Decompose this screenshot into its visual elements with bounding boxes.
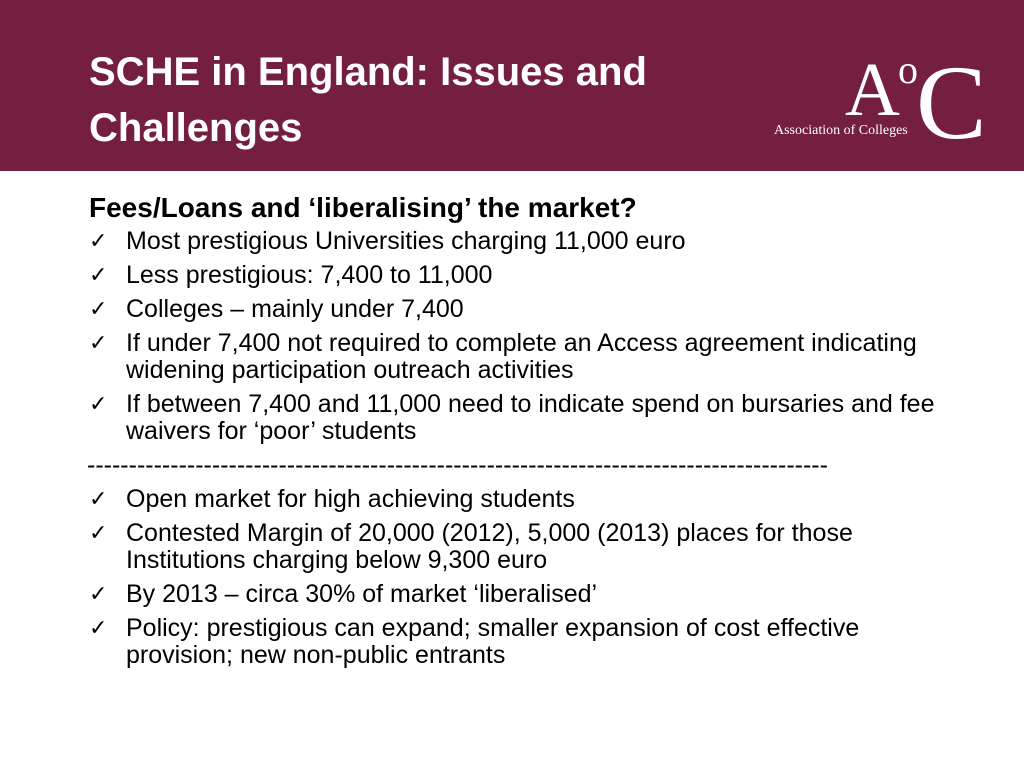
check-icon: ✓ bbox=[89, 487, 108, 512]
check-icon: ✓ bbox=[89, 582, 108, 607]
bullet-item bbox=[89, 615, 959, 669]
logo-letter-o: o bbox=[898, 47, 918, 92]
check-icon: ✓ bbox=[89, 229, 108, 254]
bullet-item bbox=[89, 520, 959, 574]
bullet-text: Open market for high achieving students bbox=[126, 485, 575, 513]
check-icon: ✓ bbox=[89, 297, 108, 322]
aoc-logo-mark bbox=[834, 44, 994, 161]
bullet-item bbox=[89, 391, 959, 445]
bullet-text: If under 7,400 not required to complete an Access agreement indicating widening participation outreach activities bbox=[126, 329, 917, 384]
slide-title: SCHE in England: Issues and Challenges bbox=[89, 50, 647, 150]
logo-letter-a: A bbox=[845, 48, 900, 132]
bullet-text: Less prestigious: 7,400 to 11,000 bbox=[126, 261, 493, 289]
bullet-item bbox=[89, 581, 959, 608]
header-banner bbox=[0, 0, 1024, 171]
check-icon: ✓ bbox=[89, 392, 108, 417]
bullet-item bbox=[89, 228, 959, 255]
bullet-text: Most prestigious Universities charging 11,000 euro bbox=[126, 227, 686, 255]
subheading: Fees/Loans and ‘liberalising’ the market? bbox=[89, 192, 637, 223]
slide-content bbox=[89, 190, 959, 676]
check-icon: ✓ bbox=[89, 331, 108, 356]
check-icon: ✓ bbox=[89, 616, 108, 641]
bullet-list-group-one bbox=[89, 228, 959, 445]
bullet-item bbox=[89, 330, 959, 384]
bullet-text: By 2013 – circa 30% of market ‘liberalised’ bbox=[126, 580, 598, 608]
bullet-item bbox=[89, 486, 959, 513]
check-icon: ✓ bbox=[89, 263, 108, 288]
logo-letter-c: C bbox=[916, 44, 987, 161]
bullet-list-group-two bbox=[89, 486, 959, 669]
bullet-item bbox=[89, 296, 959, 323]
dashed-divider: ----------------------------------------------------------------------------------------- bbox=[87, 452, 828, 479]
bullet-text: Contested Margin of 20,000 (2012), 5,000 (2013) places for those Institutions charging below 9,300 euro bbox=[126, 519, 853, 574]
bullet-text: If between 7,400 and 11,000 need to indicate spend on bursaries and fee waivers for ‘poor’ students bbox=[126, 390, 935, 445]
bullet-text: Policy: prestigious can expand; smaller expansion of cost effective provision; new non-public entrants bbox=[126, 614, 860, 669]
aoc-logo bbox=[774, 44, 994, 161]
bullet-item bbox=[89, 262, 959, 289]
check-icon: ✓ bbox=[89, 521, 108, 546]
bullet-text: Colleges – mainly under 7,400 bbox=[126, 295, 464, 323]
logo-name: Association of Colleges bbox=[774, 123, 908, 138]
